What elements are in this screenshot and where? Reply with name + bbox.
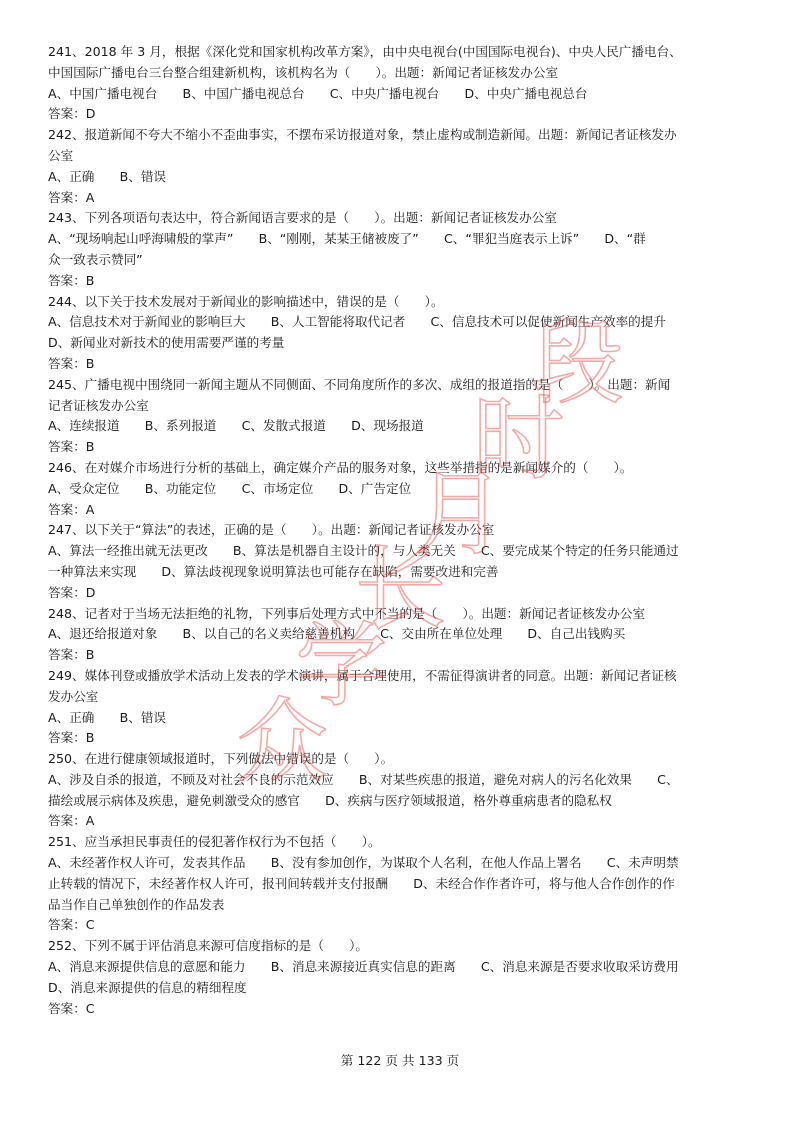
page-footer: 第 122 页 共 133 页 [340,1053,460,1068]
question-text: 243、下列各项语句表达中，符合新闻语言要求的是（ ）。出题：新闻记者证核发办公室 [48,210,557,226]
question-block [48,125,758,208]
question-line: 发办公室 [48,688,99,704]
watermark-glyph: 长 [354,536,447,644]
question-text: 251、应当承担民事责任的侵犯著作权行为不包括（ ）。 [48,834,381,850]
answer-line: 答案：C [48,1000,95,1016]
question-line: D、消息来源提供的信息的精细程度 [48,979,247,995]
question-text: 249、媒体刊登或播放学术活动上发表的学术演讲，属于合理使用，不需征得演讲者的同意。出题：新闻记者证核 [48,667,677,683]
answer-line: 答案：B [48,355,95,371]
question-block [48,666,758,749]
question-line: A、受众定位 B、功能定位 C、市场定位 D、广告定位 [48,480,412,496]
question-block [48,520,758,603]
question-line: A、退还给报道对象 B、以自己的名义卖给慈善机构 C、交由所在单位处理 D、自己出钱购买 [48,626,626,642]
watermark-glyph: 众 [236,688,329,796]
question-block [48,458,758,520]
question-line: 公室 [48,147,74,163]
answer-line: 答案：B [48,272,95,288]
answer-line: 答案：D [48,106,96,122]
answer-line: 答案：A [48,501,95,517]
question-line: A、“现场响起山呼海啸般的掌声” B、“刚刚，某某王储被废了” C、“罪犯当庭表示上诉” D、“群 [48,231,646,247]
question-line: 众一致表示赞同” [48,251,143,267]
question-line: 品当作自己单独创作的作品发表 [48,896,225,912]
question-block [48,292,758,375]
watermark-glyph: 月 [413,461,506,569]
question-line: 描绘或展示病体及疾患，避免刺激受众的感官 D、疾病与医疗领域报道，格外尊重病患者的隐私权 [48,792,612,808]
question-line: A、中国广播电视台 B、中国广播电视总台 C、中央广播电视台 D、中央广播电视总台 [48,85,588,101]
question-line: A、消息来源提供信息的意愿和能力 B、消息来源接近真实信息的距离 C、消息来源是否要求收取采访费用 [48,959,679,975]
question-block [48,375,758,458]
answer-line: 答案：B [48,730,95,746]
question-line: 止转载的情况下，未经著作权人许可，报刊间转载并支付报酬 D、未经合作作者许可，将与他人合作创作的作 [48,875,675,891]
question-line: 一种算法来实现 D、算法歧视现象说明算法也可能存在缺陷，需要改进和完善 [48,563,499,579]
answer-line: 答案：B [48,647,95,663]
answer-line: 答案：C [48,917,95,933]
question-line: A、涉及自杀的报道，不顾及对社会不良的示范效应 B、对某些疾患的报道，避免对病人的污名化效果 C、 [48,771,679,787]
answer-line: 答案：B [48,439,95,455]
question-text: 247、以下关于“算法”的表述，正确的是（ ）。出题：新闻记者证核发办公室 [48,522,495,538]
question-line: D、新闻业对新技术的使用需要严谨的考量 [48,335,285,351]
watermark-glyph: 学 [295,612,388,720]
answer-line: 答案：D [48,584,96,600]
question-block [48,604,758,666]
question-text: 250、在进行健康领域报道时，下列做法中错误的是（ ）。 [48,751,394,767]
question-text: 244、以下关于技术发展对于新闻业的影响描述中，错误的是（ ）。 [48,293,444,309]
question-text: 241、2018 年 3 月，根据《深化党和国家机构改革方案》，由中央电视台(中国国际电视台)、中央人民广播电台、 [48,44,682,59]
question-line: A、正确 B、错误 [48,168,167,184]
answer-line: 答案：A [48,189,95,205]
question-line: A、信息技术对于新闻业的影响巨大 B、人工智能将取代记者 C、信息技术可以促使新闻生产效率的提升 [48,314,666,330]
question-line: A、连续报道 B、系列报道 C、发散式报道 D、现场报道 [48,418,424,434]
question-block [48,936,758,1019]
question-text: 246、在对媒介市场进行分析的基础上，确定媒介产品的服务对象，这些举措指的是新闻媒介的（ ）。 [48,459,633,475]
question-line: A、未经著作权人许可，发表其作品 B、没有参加创作，为谋取个人名利，在他人作品上署名 C、未声明禁 [48,855,679,871]
question-text: 245、广播电视中围绕同一新闻主题从不同侧面、不同角度所作的多次、成组的报道指的是（ ）。出题：新闻 [48,376,671,392]
question-line: A、算法一经推出就无法更改 B、算法是机器自主设计的，与人类无关 C、要完成某个特定的任务只能通过 [48,543,679,559]
question-block [48,42,758,125]
document-body [48,42,758,1019]
question-text: 252、下列不属于评估消息来源可信度指标的是（ ）。 [48,938,368,954]
question-block [48,832,758,936]
question-line: 中国国际广播电台三台整合组建新机构，该机构名为（ ）。出题：新闻记者证核发办公室 [48,64,559,80]
answer-line: 答案：A [48,813,95,829]
question-block [48,749,758,832]
question-line: 记者证核发办公室 [48,397,149,413]
question-text: 242、报道新闻不夸大不缩小不歪曲事实，不摆布采访报道对象，禁止虚构或制造新闻。出题：新闻记者证核发办 [48,127,677,143]
question-line: A、正确 B、错误 [48,709,167,725]
question-text: 248、记者对于当场无法拒绝的礼物，下列事后处理方式中不当的是（ ）。出题：新闻记者证核发办公室 [48,605,646,621]
watermark-glyph: 段 [531,309,624,417]
question-block [48,208,758,291]
watermark-glyph: 时 [472,385,565,493]
